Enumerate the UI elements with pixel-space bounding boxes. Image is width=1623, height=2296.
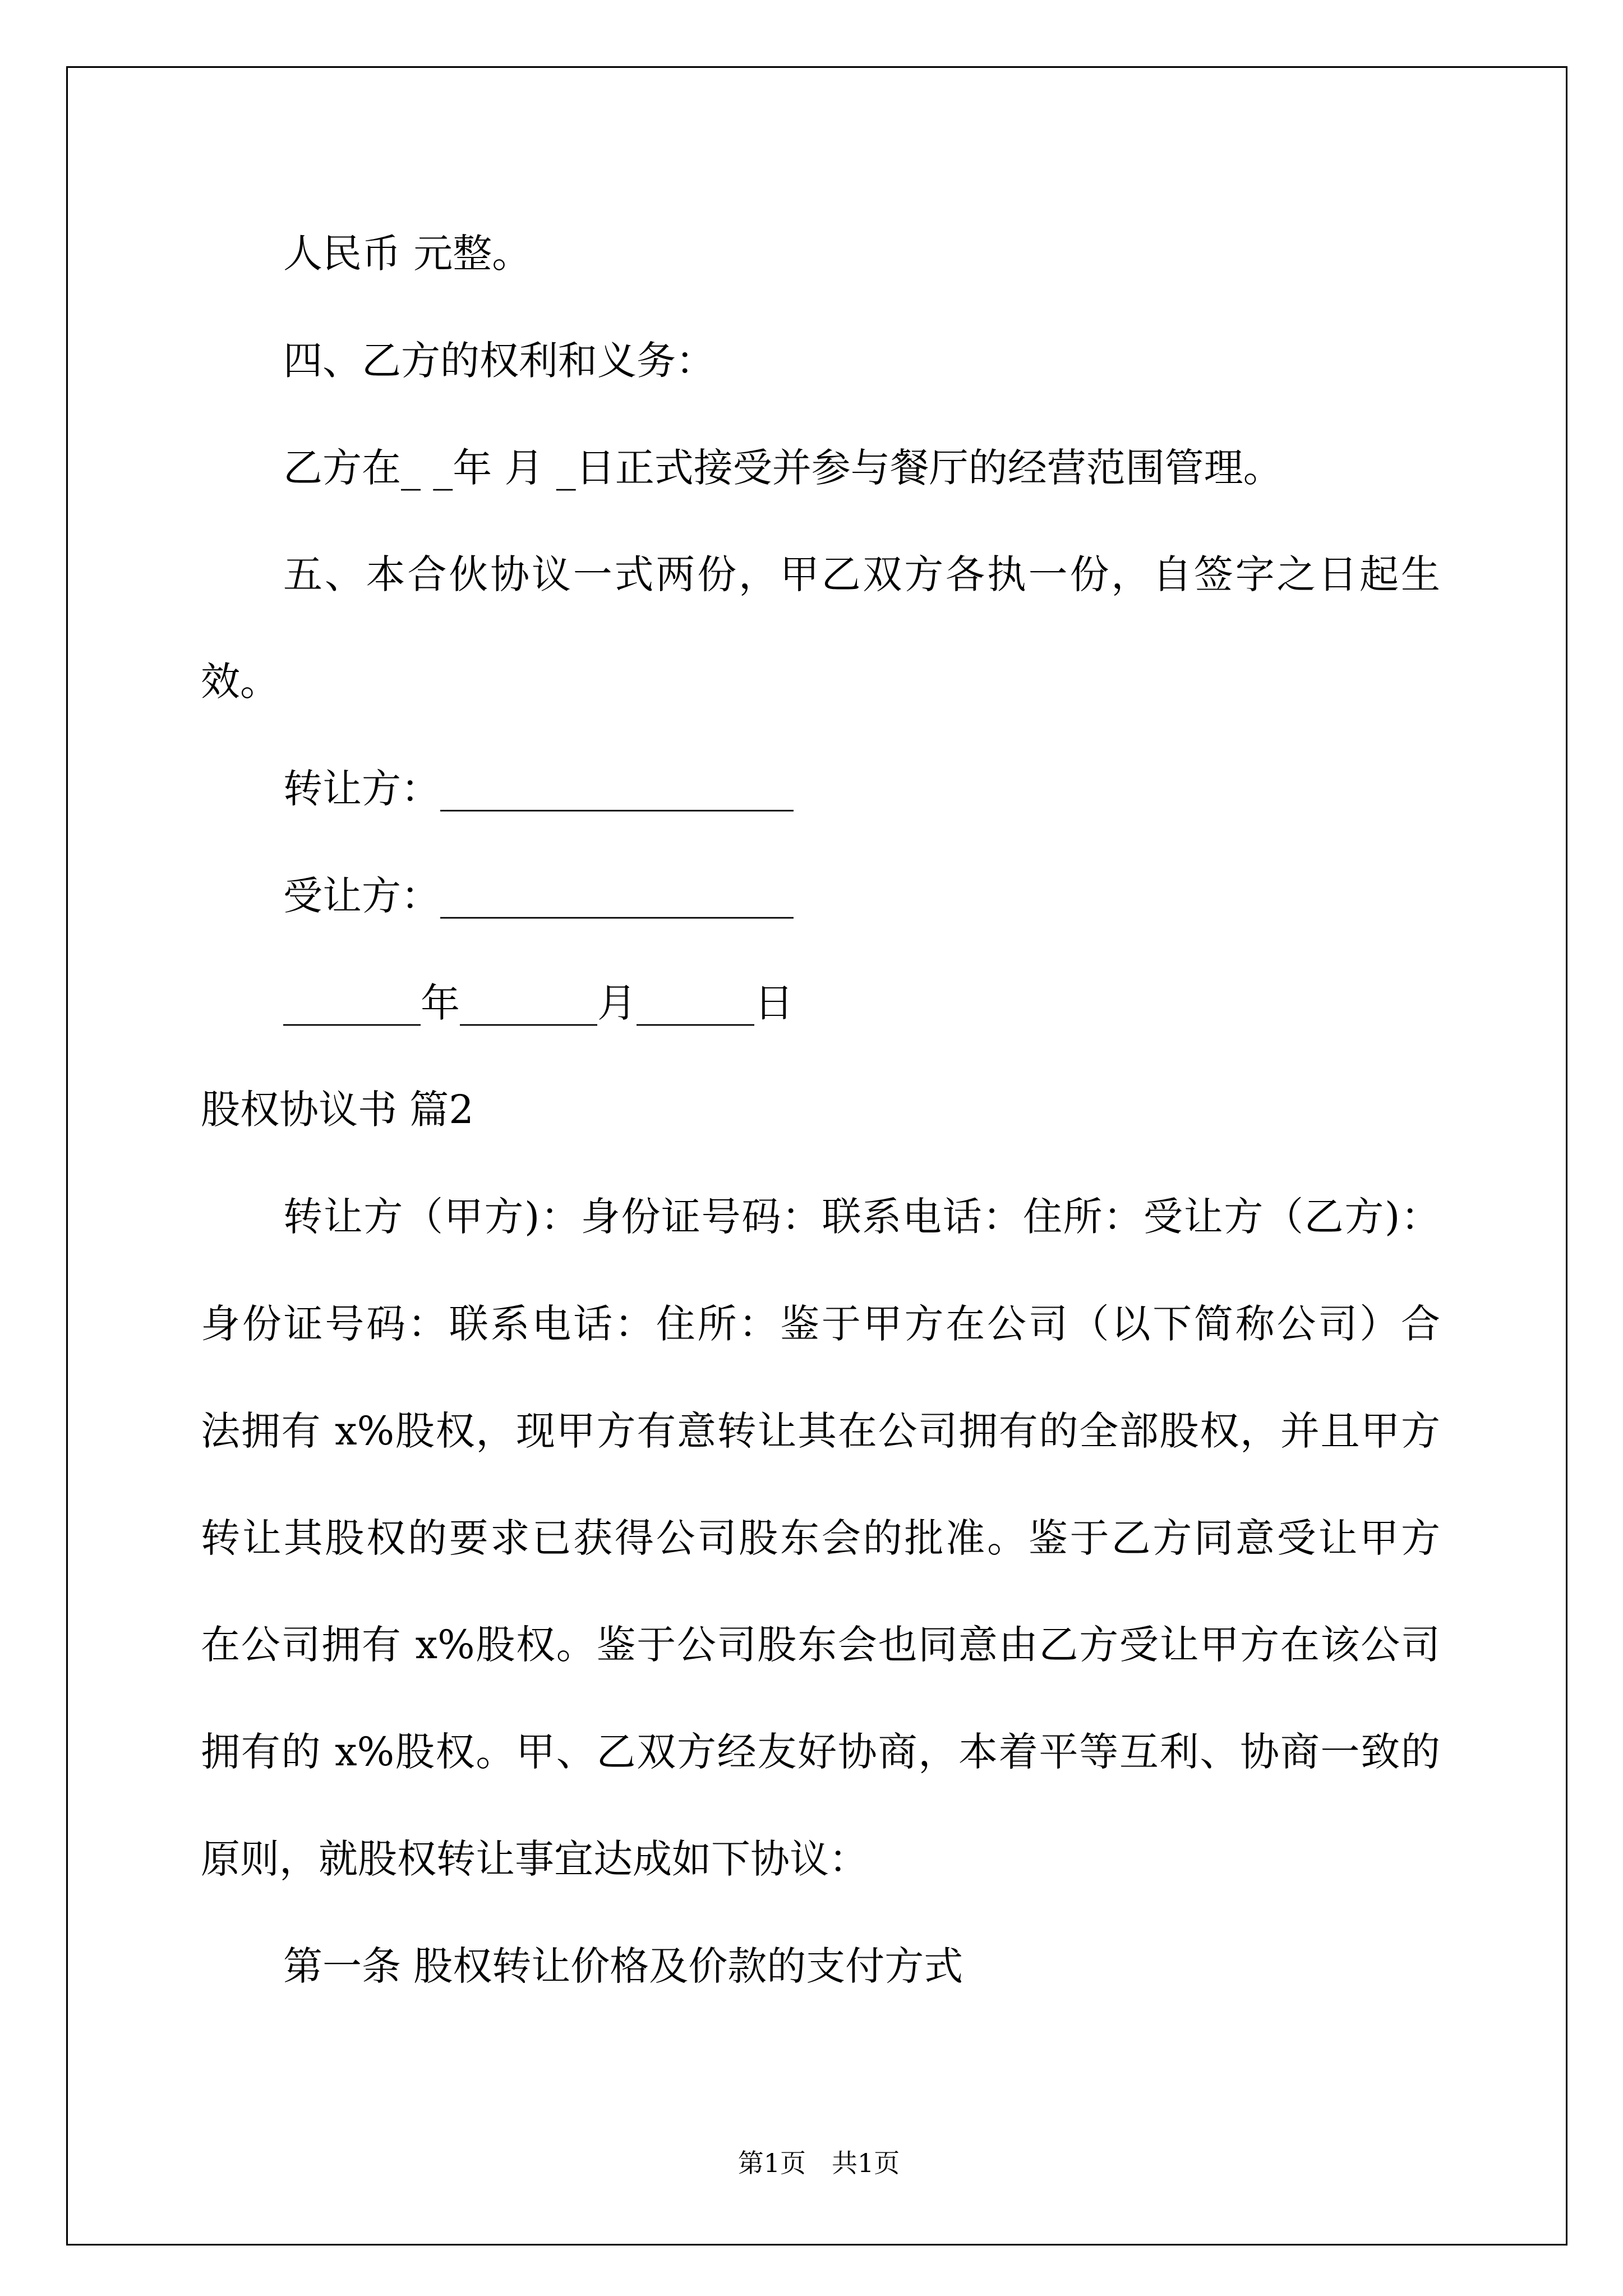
text-line: 法拥有 x%股权，现甲方有意转让其在公司拥有的全部股权，并且甲方 bbox=[201, 1407, 1440, 1454]
document-body bbox=[201, 200, 1440, 2020]
text-line: 乙方在_ _年 月 _日正式接受并参与餐厅的经营范围管理。 bbox=[283, 444, 1283, 491]
section-heading: 四、乙方的权利和义务： bbox=[283, 337, 715, 384]
text-line: 在公司拥有 x%股权。鉴于公司股东会也同意由乙方受让甲方在该公司 bbox=[201, 1622, 1440, 1668]
signature-transferee: 受让方：__________________ bbox=[283, 872, 794, 919]
text-line: 人民币 元整。 bbox=[283, 231, 532, 277]
page-number: 第1页 共1页 bbox=[737, 2148, 900, 2178]
text-line: 效。 bbox=[201, 659, 279, 705]
date-line: _______年_______月______日 bbox=[283, 979, 794, 1026]
text-line: 原则，就股权转让事宜达成如下协议： bbox=[201, 1835, 868, 1882]
text-line: 五、本合伙协议一式两份，甲乙双方各执一份，自签字之日起生 bbox=[283, 551, 1440, 598]
document-title: 股权协议书 篇2 bbox=[201, 1087, 474, 1133]
signature-transferor: 转让方：__________________ bbox=[283, 765, 794, 812]
article-heading: 第一条 股权转让价格及价款的支付方式 bbox=[283, 1943, 963, 1989]
text-line: 转让方（甲方)：身份证号码：联系电话：住所：受让方（乙方)： bbox=[283, 1194, 1440, 1240]
text-line: 拥有的 x%股权。甲、乙双方经友好协商，本着平等互利、协商一致的 bbox=[201, 1729, 1440, 1775]
text-line: 身份证号码：联系电话：住所：鉴于甲方在公司（以下简称公司）合 bbox=[201, 1300, 1440, 1347]
text-line: 转让其股权的要求已获得公司股东会的批准。鉴于乙方同意受让甲方 bbox=[201, 1515, 1440, 1561]
